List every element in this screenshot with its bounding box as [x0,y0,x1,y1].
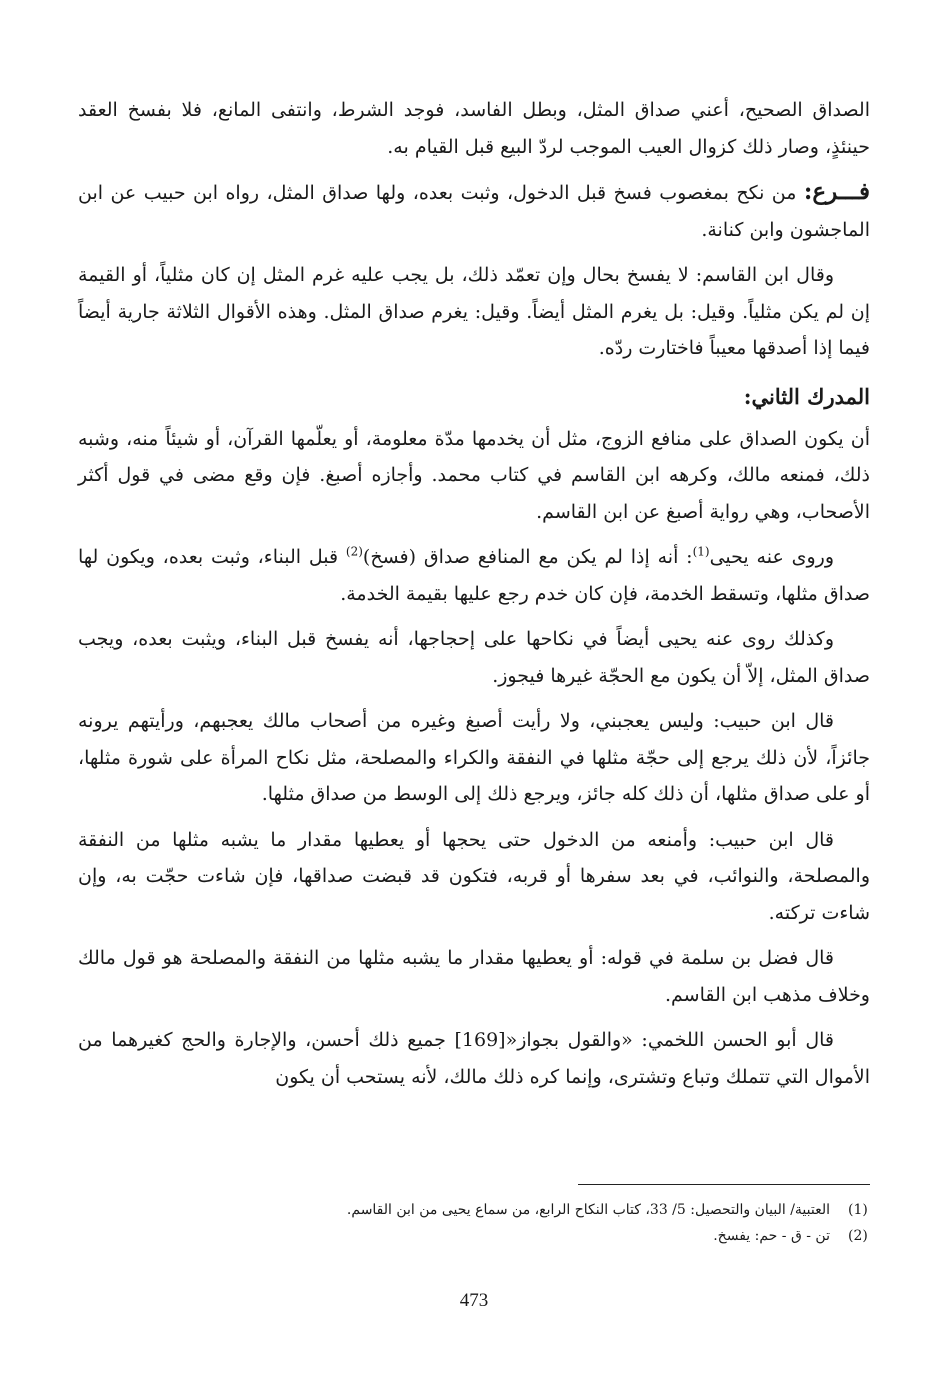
footnotes [78,1184,870,1249]
paragraph-1: الصداق الصحيح، أعني صداق المثل، وبطل الفاسد، فوجد الشرط، وانتفى المانع، فلا بفسخ العقد حينئذٍ، وصار ذلك كزوال العيب الموجب لردّ البيع قبل القيام به. [78,99,870,158]
paragraph-fadl: قال فضل بن سلمة في قوله: أو يعطيها مقدار ما يشبه مثلها من النفقة والمصلحة هو قول مالك وخلاف مذهب ابن القاسم. [78,947,870,1006]
footnote-text: العتبية/ البيان والتحصيل: 5/ 33، كتاب النكاح الرابع، من سماع يحيى من ابن القاسم. [346,1202,830,1218]
paragraph-ibn-qasim: وقال ابن القاسم: لا يفسخ بحال وإن تعمّد ذلك، بل يجب عليه غرم المثل إن كان مثلياً، أو القيمة إن لم يكن مثلياً. وقيل: بل يغرم المثل أيضاً. وقيل: يغرم صداق المثل. وهذه الأقوال الثلاثة جارية أيضاً فيما إذا أصدقها معيباً فاختارت ردّه. [78,264,870,359]
paragraph-far3 [78,174,870,248]
far3-label: فـــرع: [803,178,870,205]
footnote-number: (1) [848,1202,868,1218]
yahya-text-c: قبل البناء، وثبت بعده، ويكون لها صداق مثلها، وتسقط الخدمة، فإن كان خدم رجع عليها بقيمة الخدمة. [78,546,870,605]
paragraph-ibn-habib-1: قال ابن حبيب: وليس يعجبني، ولا رأيت أصبغ وغيره من أصحاب مالك يعجبهم، ورأيتهم يرونه جائزاً، لأن ذلك يرجع إلى حجّة مثلها في النفقة والكراء والمصلحة، مثل نكاح المرأة على شورة مثلها، أو على صداق مثلها، أن ذلك كله جائز، ويرجع ذلك إلى الوسط من صداق مثلها. [78,710,870,805]
paragraph-lakhmi: قال أبو الحسن اللخمي: «والقول بجواز«[169] جميع ذلك أحسن، والإجارة والحج كغيرهما من الأموال التي تتملك وتباع وتشترى، وإنما كره ذلك مالك، لأنه يستحب أن يكون [78,1029,870,1088]
footnote-2 [78,1223,870,1249]
yahya-text-b: : أنه إذا لم يكن مع المنافع صداق (فسخ) [362,546,693,568]
footnote-1 [78,1197,870,1223]
footnote-number: (2) [848,1228,868,1244]
footnote-ref-1: (1) [692,544,710,559]
footnote-ref-2: (2) [345,544,363,559]
paragraph-yahya [78,539,870,612]
paragraph-ihjaj: وكذلك روى عنه يحيى أيضاً في نكاحها على إحجاجها، أنه يفسخ قبل البناء، ويثبت بعده، ويجب صداق المثل، إلاّ أن يكون مع الحجّة غيرها فيجوز. [78,628,870,687]
yahya-text-a: وروى عنه يحيى [709,546,834,568]
footnote-text: تن - ق - حم: يفسخ. [713,1228,830,1244]
footnote-divider [578,1184,870,1185]
page-number: 473 [459,1290,489,1311]
paragraph-manafi: أن يكون الصداق على منافع الزوج، مثل أن يخدمها مدّة معلومة، أو يعلّمها القرآن، أو شيئاً منه، وشبه ذلك، فمنعه مالك، وكرهه ابن القاسم في كتاب محمد. وأجازه أصبغ. فإن وقع مضى في قول أكثر الأصحاب، وهي رواية أصبغ عن ابن القاسم. [78,427,870,523]
section-heading: المدرك الثاني: [743,383,870,409]
far3-text: من نكح بمغصوب فسخ قبل الدخول، وثبت بعده، ولها صداق المثل، رواه ابن حبيب عن ابن الماجشون وابن كنانة. [78,182,870,241]
paragraph-ibn-habib-2: قال ابن حبيب: وأمنعه من الدخول حتى يحجها أو يعطيها مقدار ما يشبه مثلها من النفقة والمصلحة، والنوائب، في بعد سفرها أو قربه، فتكون قد قبضت صداقها، فإن شاءت حجّت به، وإن شاءت تركته. [78,828,870,924]
